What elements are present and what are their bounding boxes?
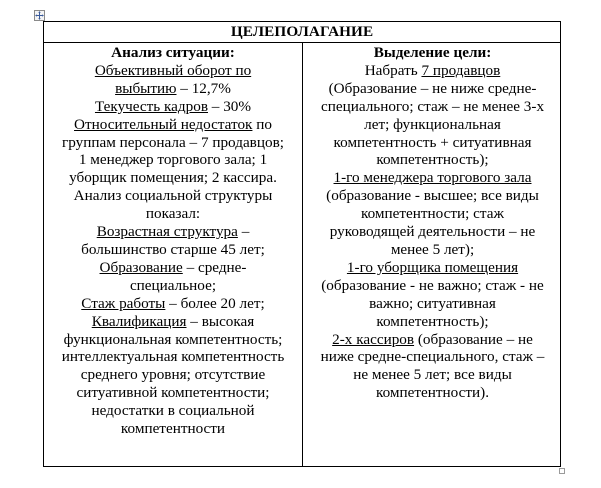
- text-run: – 30%: [208, 97, 252, 115]
- underlined-term: Квалификация: [91, 312, 187, 330]
- text-line: [47, 366, 299, 384]
- text-run: – более 20 лет;: [165, 294, 265, 312]
- text-run: ниже средне-специального, стаж –: [320, 348, 545, 366]
- text-run: Анализ социальной структуры: [73, 187, 273, 205]
- text-run: (образование – не: [414, 330, 533, 348]
- text-line: [47, 402, 299, 420]
- underlined-term: Объективный оборот по: [94, 61, 252, 79]
- text-run: лет; функциональная: [364, 115, 501, 133]
- text-run: Набрать: [364, 61, 422, 79]
- goal-setting-table: [43, 21, 561, 467]
- text-run: специального; стаж – не менее 3-х: [320, 97, 545, 115]
- text-line: [47, 134, 299, 152]
- text-run: компетентность);: [376, 151, 489, 169]
- text-run: недостатки в социальной: [91, 402, 255, 420]
- text-run: интеллектуальная компетентность: [61, 348, 285, 366]
- text-line: [308, 98, 557, 116]
- text-line: [308, 277, 557, 295]
- underlined-term: Стаж работы: [81, 294, 166, 312]
- text-run: группам персонала – 7 продавцов;: [62, 133, 284, 151]
- text-run: 1 менеджер торгового зала; 1: [78, 151, 268, 169]
- text-run: компетентность);: [376, 312, 489, 330]
- text-line: [47, 259, 299, 277]
- text-line: [47, 384, 299, 402]
- text-line: [308, 366, 557, 384]
- text-line: [308, 169, 557, 187]
- text-run: большинство старше 45 лет;: [81, 240, 265, 258]
- text-line: [308, 205, 557, 223]
- text-run: важно; ситуативная: [369, 294, 496, 312]
- situation-analysis-cell: [44, 43, 303, 467]
- text-line: [47, 223, 299, 241]
- text-run: компетентности: [120, 420, 226, 438]
- table-title: ЦЕЛЕПОЛАГАНИЕ: [44, 22, 561, 43]
- text-run: среднего уровня; отсутствие: [80, 366, 266, 384]
- goal-definition-text: [308, 62, 557, 402]
- text-run: (образование - не важно; стаж - не: [321, 276, 544, 294]
- underlined-term: Относительный недостаток: [74, 115, 253, 133]
- underlined-term: 1-го менеджера торгового зала: [333, 169, 532, 187]
- text-run: ситуативной компетентности;: [76, 384, 270, 402]
- text-run: показал:: [145, 205, 201, 223]
- text-run: не менее 5 лет; все виды: [353, 366, 512, 384]
- text-run: – 12,7%: [176, 79, 231, 97]
- text-line: [47, 80, 299, 98]
- text-line: [308, 187, 557, 205]
- underlined-term: Текучесть кадров: [94, 97, 208, 115]
- text-run: по: [252, 115, 272, 133]
- goal-definition-cell: [303, 43, 561, 467]
- text-run: специальное;: [129, 276, 217, 294]
- underlined-term: Возрастная структура: [96, 223, 238, 241]
- move-arrows-icon: [35, 11, 44, 20]
- text-run: – высокая: [186, 312, 255, 330]
- text-line: [47, 169, 299, 187]
- text-line: [308, 62, 557, 80]
- text-run: –: [237, 223, 250, 241]
- text-run: (образование - высшее; все виды: [326, 187, 539, 205]
- text-line: [47, 295, 299, 313]
- underlined-term: 7 продавцов: [421, 61, 501, 79]
- text-line: [47, 151, 299, 169]
- text-line: [308, 134, 557, 152]
- goal-definition-heading: Выделение цели:: [373, 44, 492, 61]
- text-line: [308, 384, 557, 402]
- text-run: менее 5 лет);: [390, 240, 475, 258]
- text-line: [308, 295, 557, 313]
- underlined-term: 2-х кассиров: [332, 330, 415, 348]
- text-line: [47, 205, 299, 223]
- text-run: компетентности; стаж: [361, 205, 504, 223]
- text-line: [47, 98, 299, 116]
- text-line: [47, 187, 299, 205]
- text-line: [47, 331, 299, 349]
- situation-analysis-heading: Анализ ситуации:: [111, 44, 235, 61]
- text-line: [47, 241, 299, 259]
- table-move-handle[interactable]: [34, 10, 45, 21]
- underlined-term: Образование: [99, 258, 183, 276]
- text-line: [308, 259, 557, 277]
- text-line: [308, 80, 557, 98]
- text-run: (Образование – не ниже средне-: [328, 79, 537, 97]
- table-resize-handle[interactable]: [559, 468, 565, 474]
- text-line: [47, 116, 299, 134]
- text-line: [308, 151, 557, 169]
- text-line: [47, 420, 299, 438]
- text-run: руководящей деятельности – не: [329, 223, 536, 241]
- text-line: [47, 313, 299, 331]
- text-line: [47, 62, 299, 80]
- situation-analysis-text: [47, 62, 299, 438]
- text-run: – средне-: [182, 258, 247, 276]
- underlined-term: 1-го уборщика помещения: [346, 258, 519, 276]
- text-line: [47, 277, 299, 295]
- text-line: [308, 223, 557, 241]
- text-line: [308, 116, 557, 134]
- underlined-term: выбытию: [115, 79, 177, 97]
- text-line: [308, 241, 557, 259]
- text-run: уборщик помещения; 2 кассира.: [69, 169, 277, 187]
- text-line: [308, 313, 557, 331]
- text-line: [308, 331, 557, 349]
- text-line: [308, 348, 557, 366]
- text-run: функциональная компетентность;: [63, 330, 283, 348]
- text-run: компетентность + ситуативная: [333, 133, 532, 151]
- text-run: компетентности).: [376, 384, 489, 402]
- text-line: [47, 348, 299, 366]
